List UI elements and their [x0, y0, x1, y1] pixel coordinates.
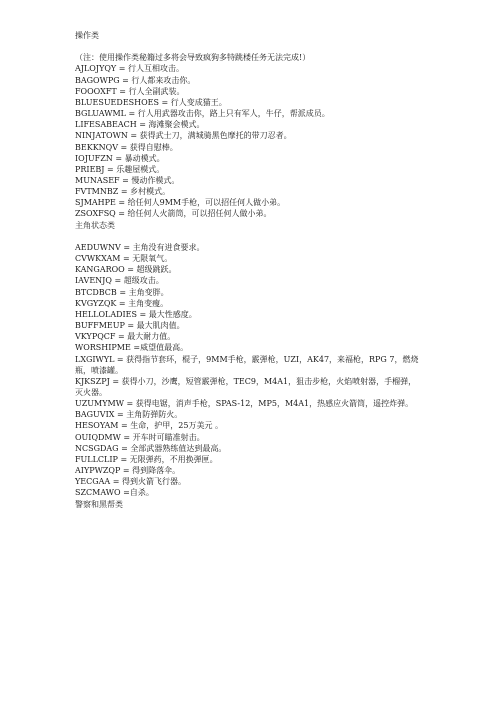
cheat-line: SJMAHPE = 给任何人9MM手枪，可以招任何人做小弟。 — [75, 198, 286, 208]
cheat-line: BAGOWPG = 行人都来攻击你。 — [75, 75, 196, 85]
cheat-line: VKYPQCF = 最大耐力值。 — [75, 332, 176, 342]
cheat-line: BGLUAWML = 行人用武器攻击你，路上只有军人，牛仔，帮派成员。 — [75, 109, 330, 119]
cheat-line: BUFFMEUP = 最大肌肉值。 — [75, 321, 185, 331]
section-title-ops: 操作类 — [75, 31, 99, 40]
cheat-line: AIYPWZQP = 得到降落伞。 — [75, 466, 181, 476]
cheat-line: FULLCLIP = 无限弹药，不用换弹匣。 — [75, 454, 218, 464]
cheat-line: NINJATOWN = 获得武士刀，满城骑黑色摩托的带刀忍者。 — [75, 131, 292, 141]
cheat-line: ZSOXFSQ = 给任何人火箭筒，可以招任何人做小弟。 — [75, 209, 272, 219]
cheat-line: HELLOLADIES = 最大性感度。 — [75, 309, 197, 319]
cheat-line: OUIQDMW = 开车时可瞄准射击。 — [75, 432, 205, 442]
cheat-line: YECGAA = 得到火箭飞行器。 — [75, 477, 186, 487]
cheat-line: LXGIWYL = 获得指节套环，棍子，9MM手枪，霰弹枪，UZI，AK47，来福枪，RPG 7，燃烧瓶，喷漆罐。 — [75, 354, 419, 375]
cheat-line: FVTMNBZ = 乡村模式。 — [75, 187, 171, 197]
cheat-line: SZCMAWO =自杀。 — [75, 488, 154, 498]
cheat-line: BAGUVIX = 主角防弹防火。 — [75, 410, 183, 420]
cheat-line: AJLOJYQY = 行人互相攻击。 — [75, 64, 184, 74]
cheat-line: KANGAROO = 超级跳跃。 — [75, 265, 177, 275]
cheat-line: IAVENJQ = 超级攻击。 — [75, 276, 164, 286]
cheat-line: KJKSZPJ = 获得小刀，沙鹰，短管霰弹枪，TEC9，M4A1，狙击步枪，火焰喷射器，手榴弹，灭火器。 — [75, 376, 417, 397]
cheat-line: CVWKXAM = 无限氧气。 — [75, 254, 173, 264]
cheat-line: UZUMYMW = 获得电锯，消声手枪，SPAS-12，MP5，M4A1，热感应火箭筒，遥控炸弹。 — [75, 399, 414, 409]
cheat-line: IOJUFZN = 暴动模式。 — [75, 153, 165, 163]
cheat-line: PRIEBJ = 乐趣屋模式。 — [75, 164, 165, 174]
spacer — [75, 41, 420, 52]
cheat-line: HESOYAM = 生命，护甲，25万美元 。 — [75, 421, 223, 431]
cheat-line: NCSGDAG = 全部武器熟练值达到最高。 — [75, 443, 227, 453]
spacer — [75, 231, 420, 242]
cheat-line: MUNASEF = 慢动作模式。 — [75, 176, 180, 186]
cheat-line: BTCDBCB = 主角变胖。 — [75, 287, 169, 297]
cheat-line: BEKKNQV = 获得自慰棒。 — [75, 142, 178, 152]
cheat-line: AEDUWNV = 主角没有进食要求。 — [75, 242, 205, 252]
cheat-line: FOOOXFT = 行人全副武装。 — [75, 86, 185, 96]
section-title-police: 警察和黑帮类 — [75, 499, 123, 509]
cheat-line: LIFESABEACH = 海滩聚会模式。 — [75, 120, 205, 130]
document-body — [75, 30, 420, 510]
cheat-line: KVGYZQK = 主角变瘦。 — [75, 298, 169, 308]
cheat-line: WORSHIPME =威望值最高。 — [75, 343, 189, 353]
section-note: （注：使用操作类秘籍过多将会导致疯狗多特跳楼任务无法完成!） — [75, 53, 311, 63]
section-title-status: 主角状态类 — [75, 220, 115, 230]
cheat-line: BLUESUEDESHOES = 行人变成猫王。 — [75, 97, 227, 107]
